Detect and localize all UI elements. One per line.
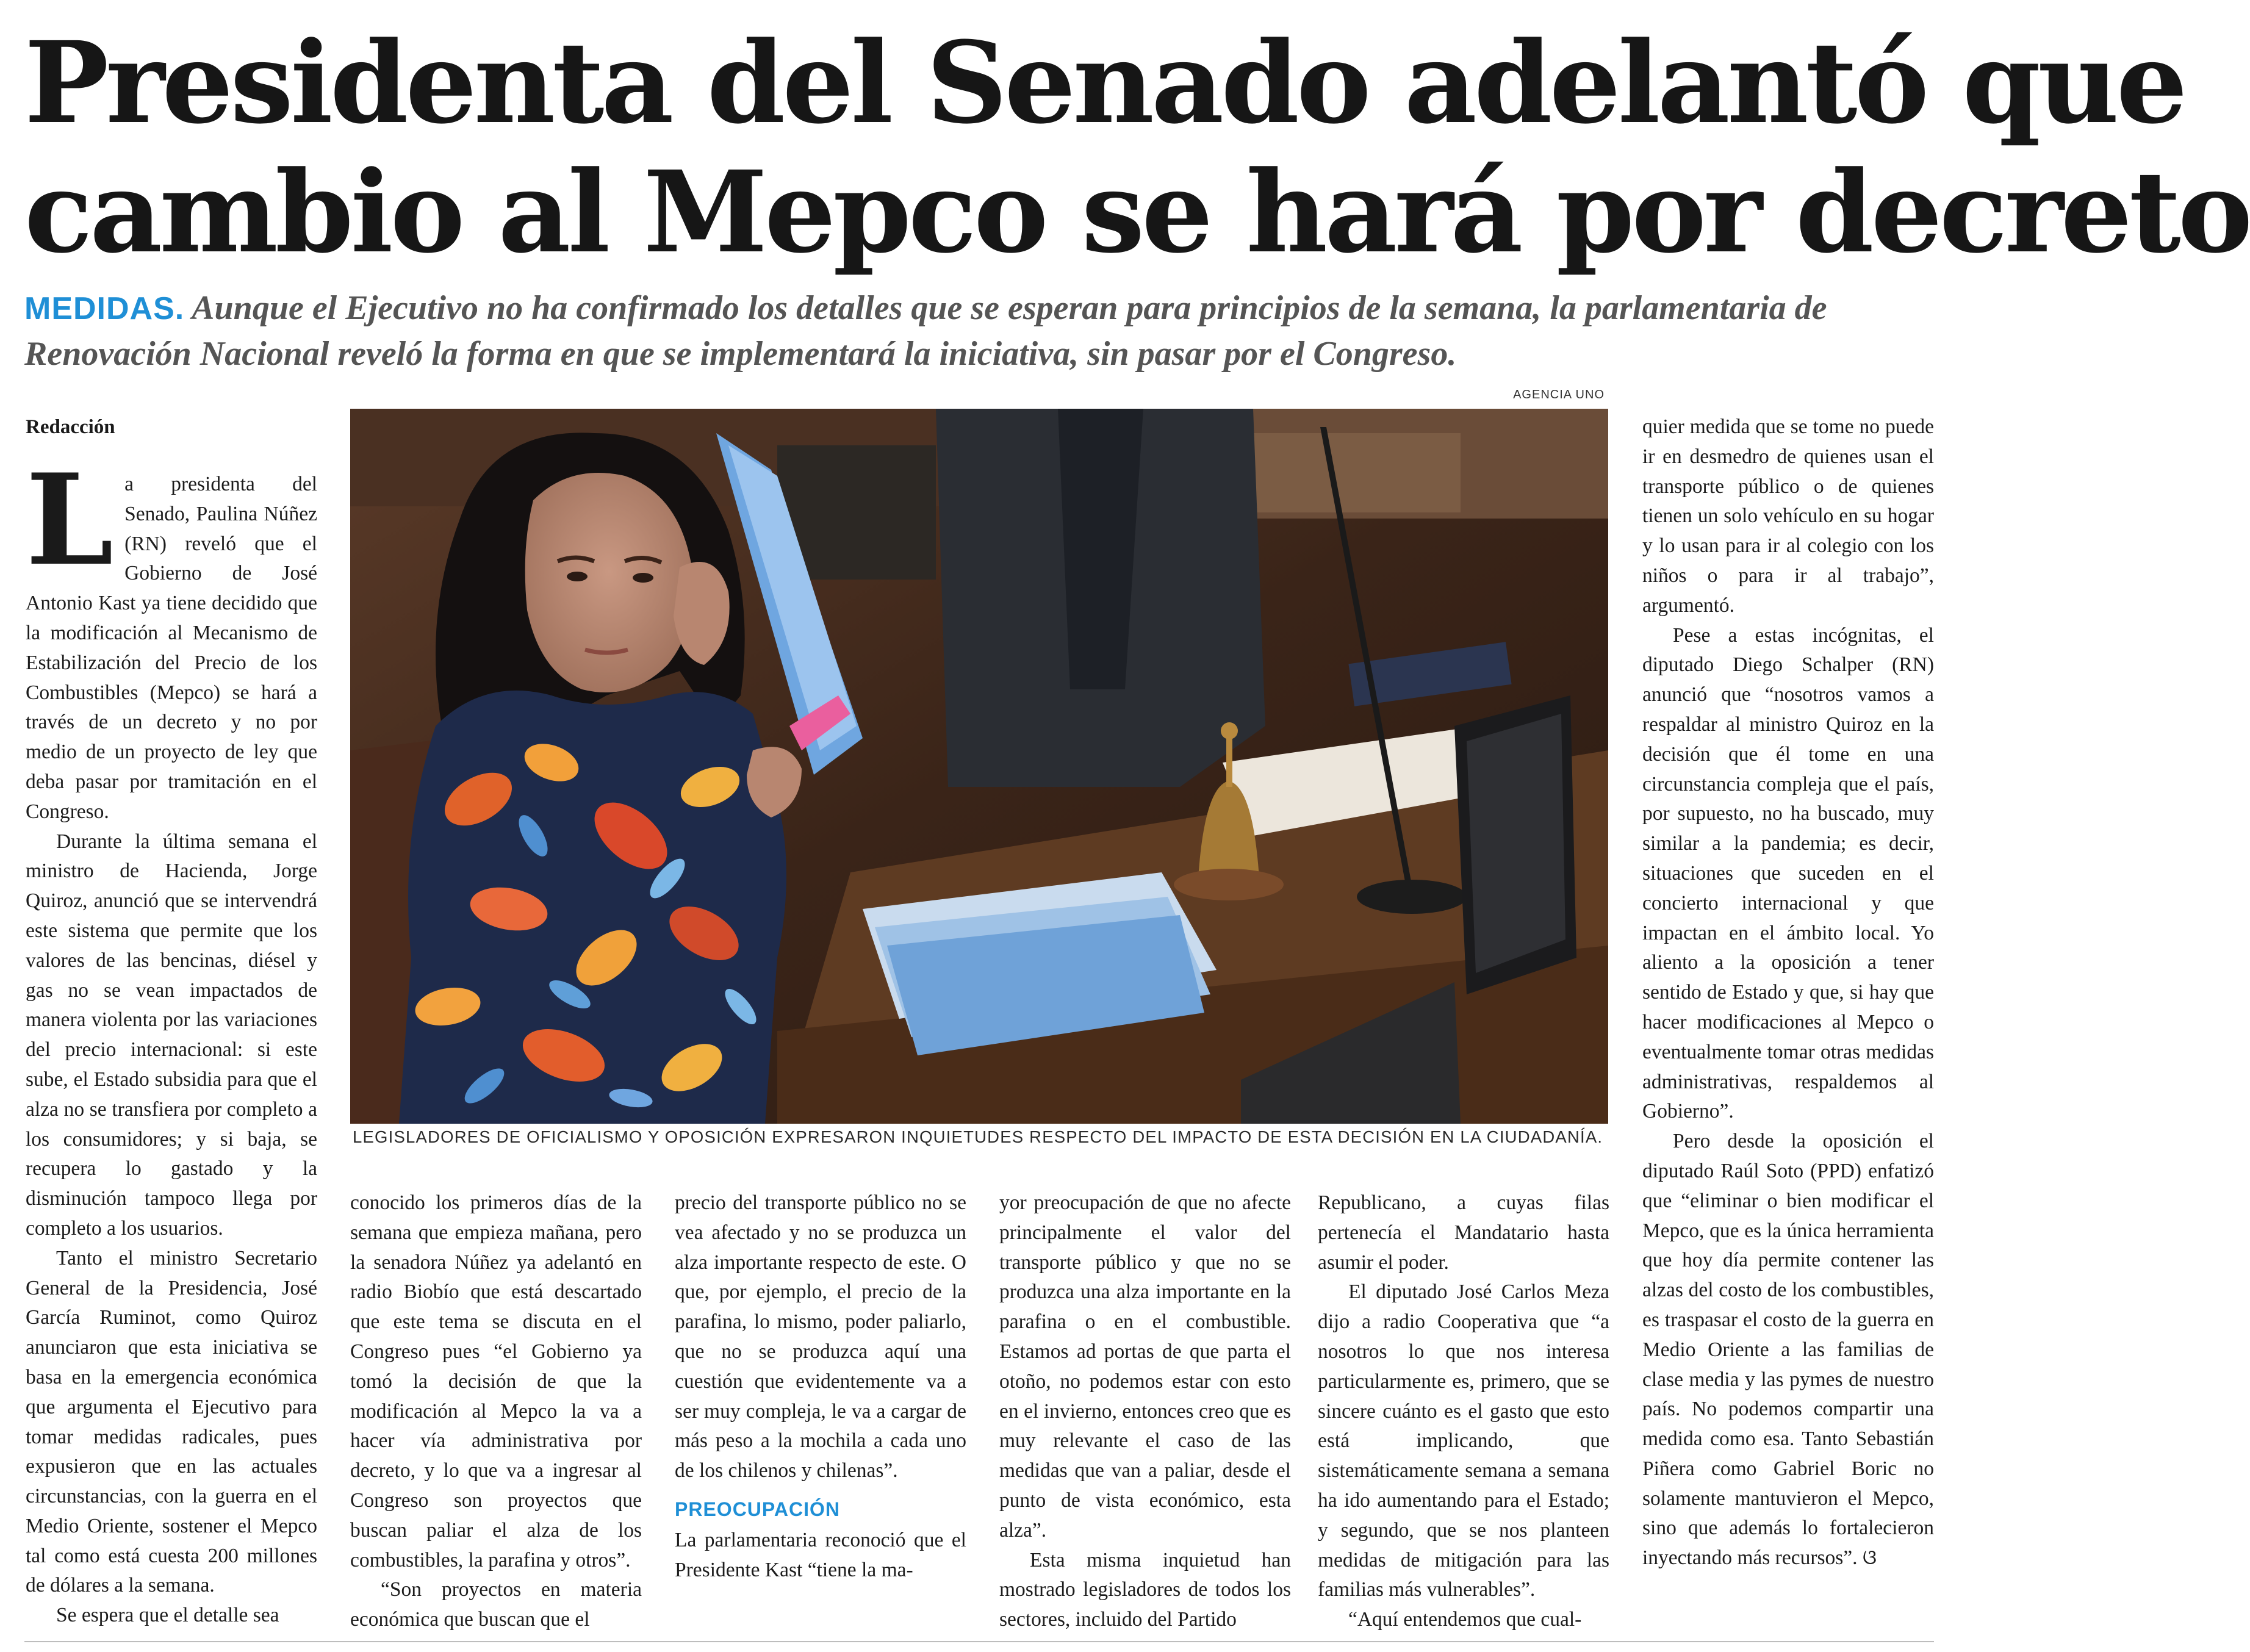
drop-cap: L (26, 447, 114, 594)
deck (24, 286, 1934, 376)
subhead: PREOCUPACIÓN (675, 1498, 840, 1520)
photo-credit: AGENCIA UNO (1513, 388, 1605, 401)
column-4 (999, 1188, 1291, 1635)
paragraph: Se espera que el detalle sea (56, 1604, 279, 1627)
paragraph: Pero desde la oposición el diputado Raúl Soto (PPD) enfatizó que “eliminar o bien modificar el Mepco, que es la única herramienta que hoy día permite contener las alzas del costo de los combustibles, es traspasar el costo de la guerra en Medio Oriente a las familias de clase media y las pymes de nuestro país. No podemos compartir una medida como esa. Tanto Sebastián Piñera como Gabriel Boric no solamente mantuvieron el Mepco, sino que además lo fortalecieron inyectando más recursos”. ଓ (1642, 1130, 1934, 1570)
headline (24, 17, 2250, 278)
paragraph: “Son proyectos en materia económica que buscan que el (350, 1578, 642, 1631)
paragraph: quier medida que se tome no puede ir en desmedro de quienes usan el transporte público o de quienes tienen un solo vehículo en su hogar y lo usan para ir al colegio con los niños o para ir al trabajo”, argumentó. (1642, 415, 1934, 617)
paragraph: yor preocupación de que no afecte principalmente el valor del transporte público y que no se produzca una alza importante en la parafina o en el combustible. Estamos ad portas de que parta el otoño, no podemos estar con esto en el invierno, entonces creo que es muy relevante el caso de las medidas que van a paliar, desde el punto de vista económico, esta alza”. (999, 1191, 1291, 1542)
column-2 (350, 1188, 642, 1635)
column-5 (1318, 1188, 1609, 1635)
paragraph: La parlamentaria reconoció que el Presidente Kast “tiene la ma- (675, 1528, 966, 1581)
bottom-rule (24, 1641, 1934, 1642)
paragraph: Republicano, a cuyas filas pertenecía el Mandatario hasta asumir el poder. (1318, 1191, 1609, 1274)
photo-caption: LEGISLADORES DE OFICIALISMO Y OPOSICIÓN EXPRESARON INQUIETUDES RESPECTO DEL IMPACTO DE ESTA DECISIÓN EN LA CIUDADANÍA. (353, 1127, 1603, 1146)
paragraph: Pese a estas incógnitas, el diputado Diego Schalper (RN) anunció que “nosotros vamos a respaldar al ministro Quiroz en la decisión que él tome en una circunstancia compleja que el país, por supuesto, no ha buscado, muy similar a la pandemia; es decir, situaciones que suceden en el concierto internacional y que impactan en el ámbito local. Yo aliento a la oposición a tener sentido de Estado y que, si hay que hacer modificaciones al Mepco o eventualmente tomar otras medidas administrativas, respaldemos al Gobierno”. (1642, 623, 1934, 1123)
headline-line-2: cambio al Mepco se hará por decreto (24, 146, 2250, 278)
column-6 (1642, 412, 1934, 1573)
column-1 (26, 447, 317, 1631)
paragraph: Esta misma inquietud han mostrado legisladores de todos los sectores, incluido del Partido (999, 1548, 1291, 1631)
paragraph: Durante la última semana el ministro de Hacienda, Jorge Quiroz, anunció que se intervendrá este sistema que permite que los valores de las bencinas, diésel y gas no se vean impactados de manera violenta por las variaciones del precio internacional: si este sube, el Estado subsidia para que el alza no se transfiera por completo a los consumidores; y si baja, se recupera lo gastado y la disminución tampoco llega por completo a los usuarios. (26, 830, 317, 1240)
paragraph: “Aquí entendemos que cual- (1348, 1608, 1582, 1631)
paragraph: conocido los primeros días de la semana que empieza mañana, pero la senadora Núñez ya adelantó en radio Biobío que está descartado que este tema se discuta en el Congreso pues “el Gobierno ya tomó la decisión de que la modificación al Mepco la va a hacer vía administrativa por decreto, y lo que va a ingresar al Congreso son proyectos que buscan paliar el alza de los combustibles, la parafina y otros”. (350, 1191, 642, 1571)
paragraph: El diputado José Carlos Meza dijo a radio Cooperativa que “a nosotros lo que nos interesa particularmente es, primero, que se sincere cuánto es el gasto que esto está implicando, que sistemáticamente semana a semana ha ido aumentando para el Estado; y segundo, que se nos planteen medidas de mitigación para las familias más vulnerables”. (1318, 1280, 1609, 1601)
byline: Redacción (26, 416, 115, 438)
paragraph: precio del transporte público no se vea afectado y no se produzca un alza importante respecto de este. O que, por ejemplo, el precio de la parafina, lo mismo, poder paliarlo, que no se produzca aquí una cuestión que evidentemente va a ser muy compleja, le va a cargar de más peso a la mochila a cada uno de los chilenos y chilenas”. (675, 1191, 966, 1482)
end-mark: ଓ (1862, 1546, 1877, 1570)
paragraph: Tanto el ministro Secretario General de la Presidencia, José García Ruminot, como Quiroz anunciaron que esta iniciativa se basa en la emergencia económica que argumenta el Ejecutivo para tomar medidas radicales, pues expusieron que en las actuales circunstancias, con la guerra en el Medio Oriente, sostener el Mepco tal como está cuesta 200 millones de dólares a la semana. (26, 1246, 317, 1597)
paragraph: La presidenta del Senado, Paulina Núñez (RN) reveló que el Gobierno de José Antonio Kast ya tiene decidido que la modificación al Mecanismo de Estabilización del Precio de los Combustibles (Mepco) se hará a través de un decreto y no por medio de un proyecto de ley que deba pasar por tramitación en el Congreso. (26, 447, 317, 823)
deck-text: Aunque el Ejecutivo no ha confirmado los detalles que se esperan para principios de la semana, la parlamentaria de Renovación Nacional reveló la forma en que se implementará la iniciativa, sin pasar por el Congreso. (24, 289, 1827, 373)
news-photo (350, 409, 1608, 1124)
column-3 (675, 1188, 966, 1585)
headline-line-1: Presidenta del Senado adelantó que (24, 17, 2185, 149)
deck-kicker: MEDIDAS. (24, 291, 185, 326)
